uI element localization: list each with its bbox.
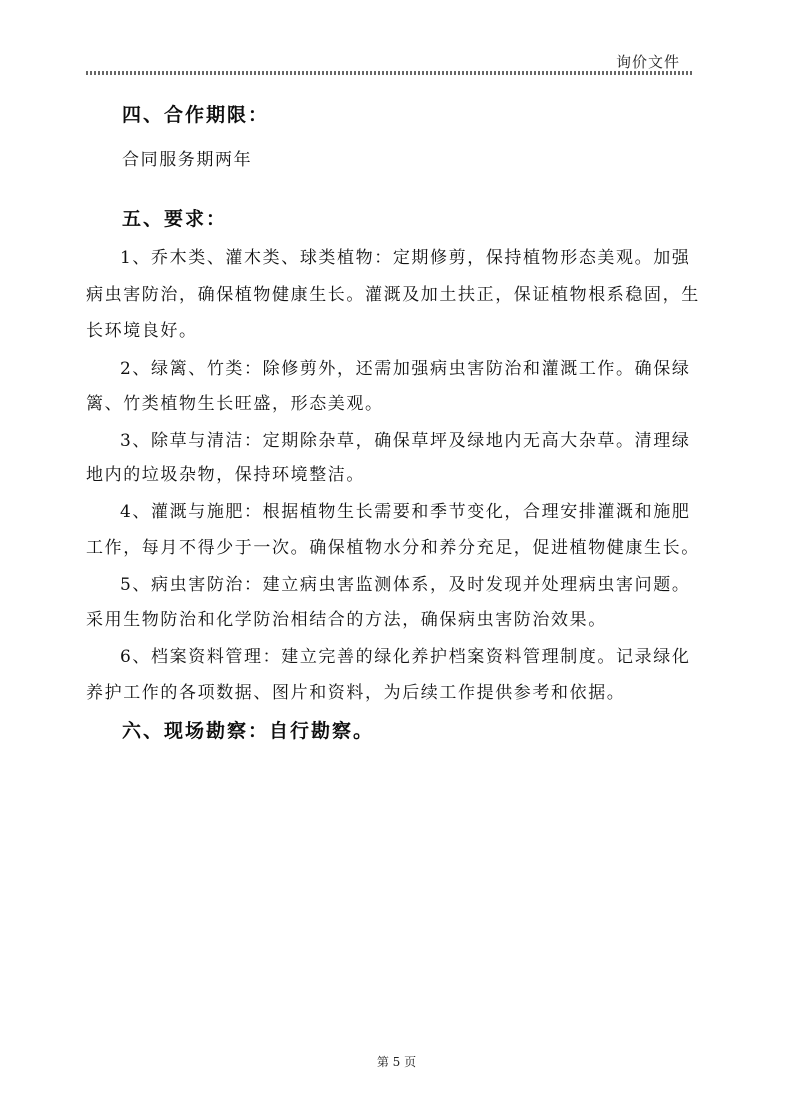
- item-5-line-1: 5、病虫害防治：建立病虫害监测体系，及时发现并处理病虫害问题。: [120, 575, 691, 595]
- item-2-line-1: 2、绿篱、竹类：除修剪外，还需加强病虫害防治和灌溉工作。确保绿: [120, 359, 691, 379]
- section-5-title: 五、要求：: [122, 208, 228, 230]
- item-3-line-2: 地内的垃圾杂物，保持环境整洁。: [86, 465, 365, 485]
- section-4-title: 四、合作期限：: [122, 104, 270, 126]
- item-1-line-2: 病虫害防治，确保植物健康生长。灌溉及加土扶正，保证植物根系稳固，生: [86, 285, 700, 305]
- item-4-line-2: 工作，每月不得少于一次。确保植物水分和养分充足，促进植物健康生长。: [86, 538, 700, 558]
- item-1-line-3: 长环境良好。: [86, 321, 198, 341]
- item-5-line-2: 采用生物防治和化学防治相结合的方法，确保病虫害防治效果。: [86, 610, 607, 630]
- page-number: 第 5 页: [376, 1055, 417, 1069]
- item-3-line-1: 3、除草与清洁：定期除杂草，确保草坪及绿地内无高大杂草。清理绿: [120, 431, 691, 451]
- section-6-title: 六、现场勘察：自行勘察。: [122, 720, 375, 742]
- item-1-line-1: 1、乔木类、灌木类、球类植物：定期修剪，保持植物形态美观。加强: [120, 248, 691, 268]
- item-6-line-1: 6、档案资料管理：建立完善的绿化养护档案资料管理制度。记录绿化: [120, 647, 691, 667]
- item-2-line-2: 篱、竹类植物生长旺盛，形态美观。: [86, 394, 384, 414]
- header-rule: [86, 71, 694, 75]
- header-label: 询价文件: [615, 53, 680, 71]
- item-6-line-2: 养护工作的各项数据、图片和资料，为后续工作提供参考和依据。: [86, 683, 626, 703]
- item-4-line-1: 4、灌溉与施肥：根据植物生长需要和季节变化，合理安排灌溉和施肥: [120, 502, 691, 522]
- section-4-body: 合同服务期两年: [122, 150, 253, 170]
